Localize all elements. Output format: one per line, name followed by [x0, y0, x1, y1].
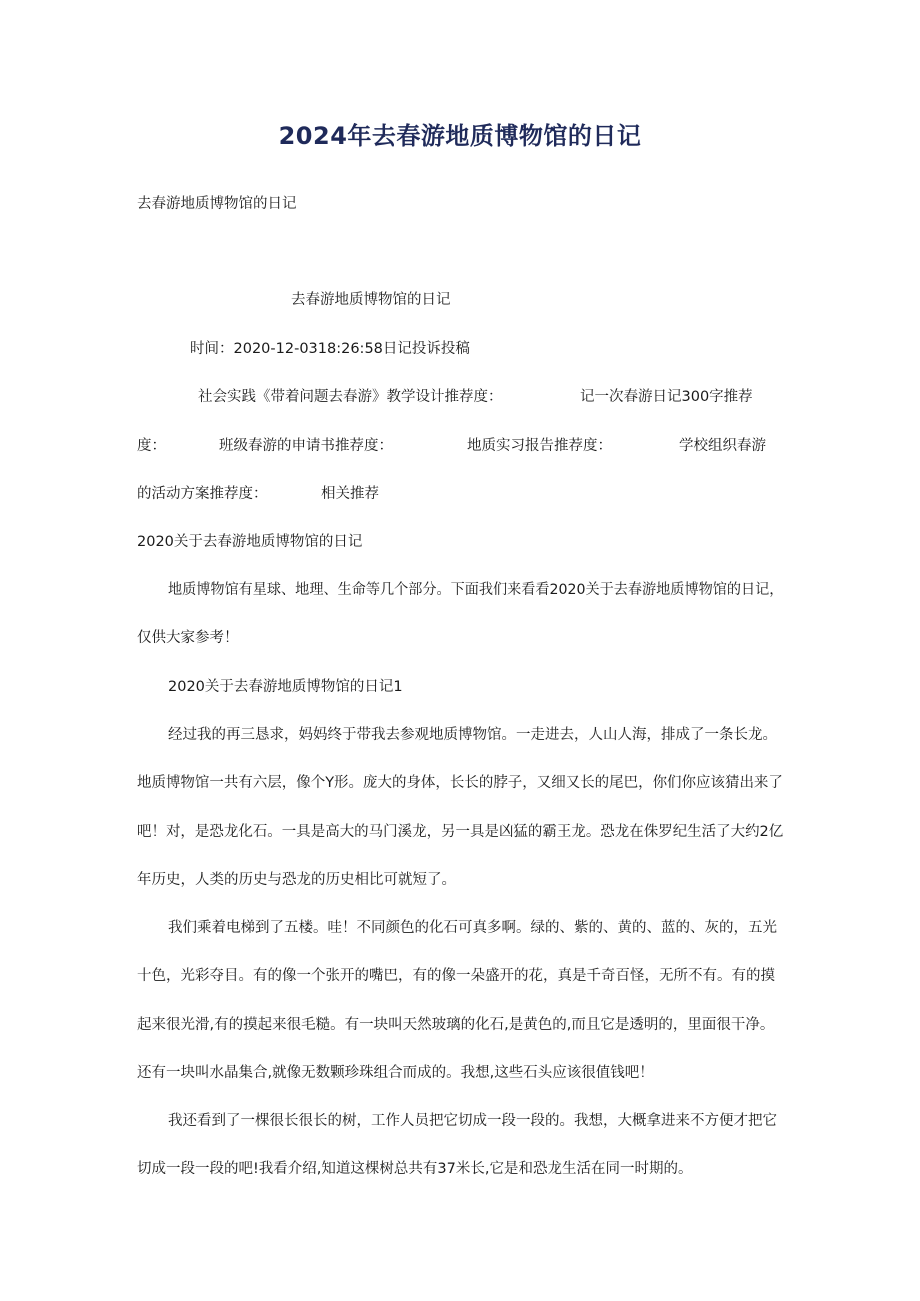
- intro-line-1: 地质博物馆有星球、地理、生命等几个部分。下面我们来看看2020关于去春游地质博物馆的日记，: [168, 582, 784, 598]
- recommend-link-5-cont: 的活动方案推荐度：: [137, 486, 268, 502]
- recommend-link-5[interactable]: 学校组织春游: [679, 438, 766, 454]
- paragraph-3-line: 切成一段一段的吧!我看介绍,知道这棵树总共有37米长,它是和恐龙生活在同一时期的。: [137, 1161, 693, 1177]
- inner-title: 去春游地质博物馆的日记: [291, 292, 451, 308]
- entry-title: 2020关于去春游地质博物馆的日记1: [168, 679, 403, 695]
- related-recommend-label: 相关推荐: [321, 486, 379, 502]
- paragraph-1-line: 经过我的再三恳求，妈妈终于带我去参观地质博物馆。一走进去，人山人海，排成了一条长龙。: [168, 727, 777, 743]
- meta-line: 时间：2020-12-0318:26:58日记投诉投稿: [190, 341, 470, 357]
- paragraph-2-line: 我们乘着电梯到了五楼。哇！不同颜色的化石可真多啊。绿的、紫的、黄的、蓝的、灰的，五光: [168, 920, 777, 936]
- paragraph-1-line: 年历史，人类的历史与恐龙的历史相比可就短了。: [137, 872, 456, 888]
- paragraph-2-line: 十色，光彩夺目。有的像一个张开的嘴巴，有的像一朵盛开的花，真是千奇百怪，无所不有。有的摸: [137, 968, 775, 984]
- paragraph-2-line: 起来很光滑,有的摸起来很毛糙。有一块叫天然玻璃的化石,是黄色的,而且它是透明的，里面很干净。: [137, 1017, 775, 1033]
- document-subtitle: 去春游地质博物馆的日记: [137, 196, 297, 212]
- intro-line-2: 仅供大家参考！: [137, 630, 239, 646]
- recommend-link-4[interactable]: 地质实习报告推荐度：: [467, 438, 612, 454]
- paragraph-1-line: 地质博物馆一共有六层，像个Y形。庞大的身体，长长的脖子，又细又长的尾巴，你们你应该猜出来了: [137, 775, 783, 791]
- recommend-link-1[interactable]: 社会实践《带着问题去春游》教学设计推荐度：: [198, 389, 503, 405]
- recommend-link-2-cont: 度：: [137, 438, 166, 454]
- document-title: 2024年去春游地质博物馆的日记: [278, 122, 642, 150]
- recommend-link-2[interactable]: 记一次春游日记300字推荐: [580, 389, 753, 405]
- paragraph-3-line: 我还看到了一棵很长很长的树，工作人员把它切成一段一段的。我想，大概拿进来不方便才把它: [168, 1113, 777, 1129]
- paragraph-2-line: 还有一块叫水晶集合,就像无数颗珍珠组合而成的。我想,这些石头应该很值钱吧！: [137, 1065, 654, 1081]
- paragraph-1-line: 吧！对，是恐龙化石。一具是高大的马门溪龙，另一具是凶猛的霸王龙。恐龙在侏罗纪生活了大约2亿: [137, 824, 784, 840]
- section-heading: 2020关于去春游地质博物馆的日记: [137, 534, 363, 550]
- recommend-link-3[interactable]: 班级春游的申请书推荐度：: [219, 438, 393, 454]
